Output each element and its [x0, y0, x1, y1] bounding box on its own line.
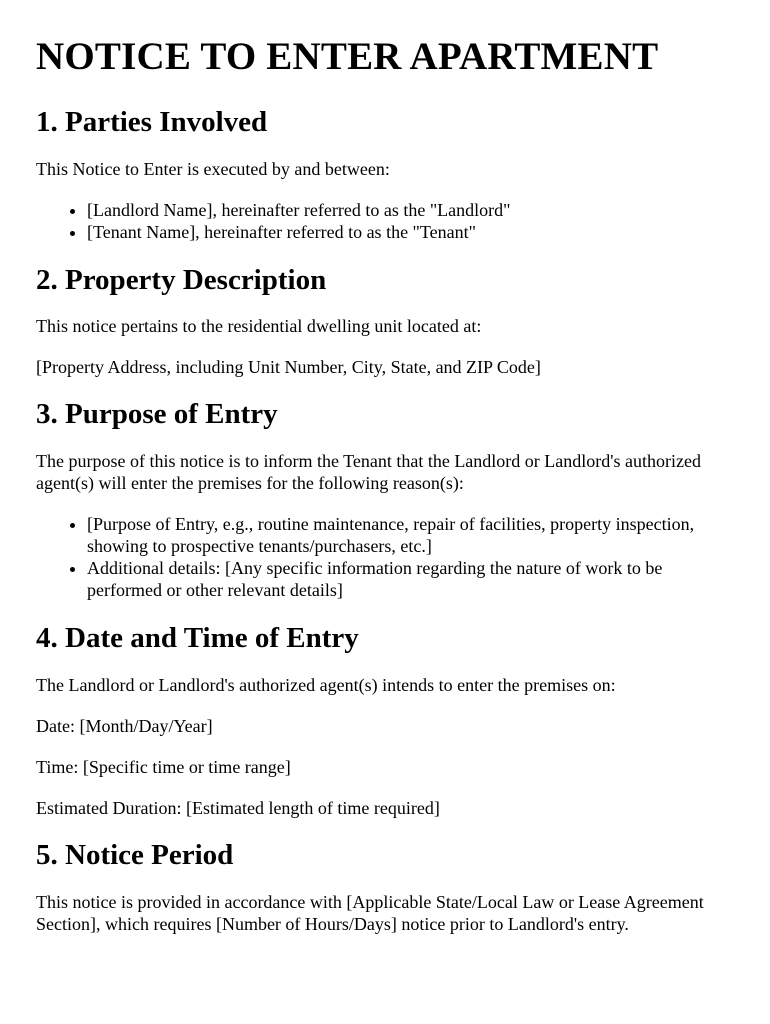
section-paragraph: This Notice to Enter is executed by and between:: [36, 158, 390, 179]
section-paragraph: The purpose of this notice is to inform the Tenant that the Landlord or Landlord's authorized agent(s) will enter the premises for the following reason(s):: [36, 451, 701, 494]
section-heading: 4. Date and Time of Entry: [36, 622, 359, 655]
section-paragraph: This notice is provided in accordance with [Applicable State/Local Law or Lease Agreement Section], which requires [Number of Hours/Days] notice prior to Landlord's entry.: [36, 891, 704, 934]
date-line: Date: [Month/Day/Year]: [36, 715, 213, 736]
section-parties: [36, 105, 734, 243]
document-title: NOTICE TO ENTER APARTMENT: [36, 35, 659, 78]
section-heading: 2. Property Description: [36, 263, 327, 296]
section-heading: 5. Notice Period: [36, 838, 234, 871]
section-heading: 3. Purpose of Entry: [36, 398, 278, 431]
bullet-list: [36, 513, 734, 601]
section-paragraph: This notice pertains to the residential dwelling unit located at:: [36, 316, 482, 337]
list-item: • [Landlord Name], hereinafter referred to as the "Landlord": [87, 199, 734, 221]
bullet-list: [36, 199, 734, 243]
section-heading: 1. Parties Involved: [36, 105, 268, 138]
section-date-time: [36, 621, 734, 819]
section-paragraph: [Property Address, including Unit Number, City, State, and ZIP Code]: [36, 357, 541, 378]
list-item: • Additional details: [Any specific information regarding the nature of work to be performed or other relevant details]: [87, 557, 734, 601]
duration-line: Estimated Duration: [Estimated length of time required]: [36, 797, 440, 818]
section-purpose: [36, 397, 734, 601]
section-paragraph: The Landlord or Landlord's authorized agent(s) intends to enter the premises on:: [36, 674, 616, 695]
section-notice-period: [36, 838, 734, 935]
list-item: • [Tenant Name], hereinafter referred to as the "Tenant": [87, 221, 734, 243]
list-item: • [Purpose of Entry, e.g., routine maintenance, repair of facilities, property inspection, showing to prospective tenants/purchasers, etc.]: [87, 513, 734, 557]
section-property: [36, 263, 734, 379]
time-line: Time: [Specific time or time range]: [36, 756, 291, 777]
